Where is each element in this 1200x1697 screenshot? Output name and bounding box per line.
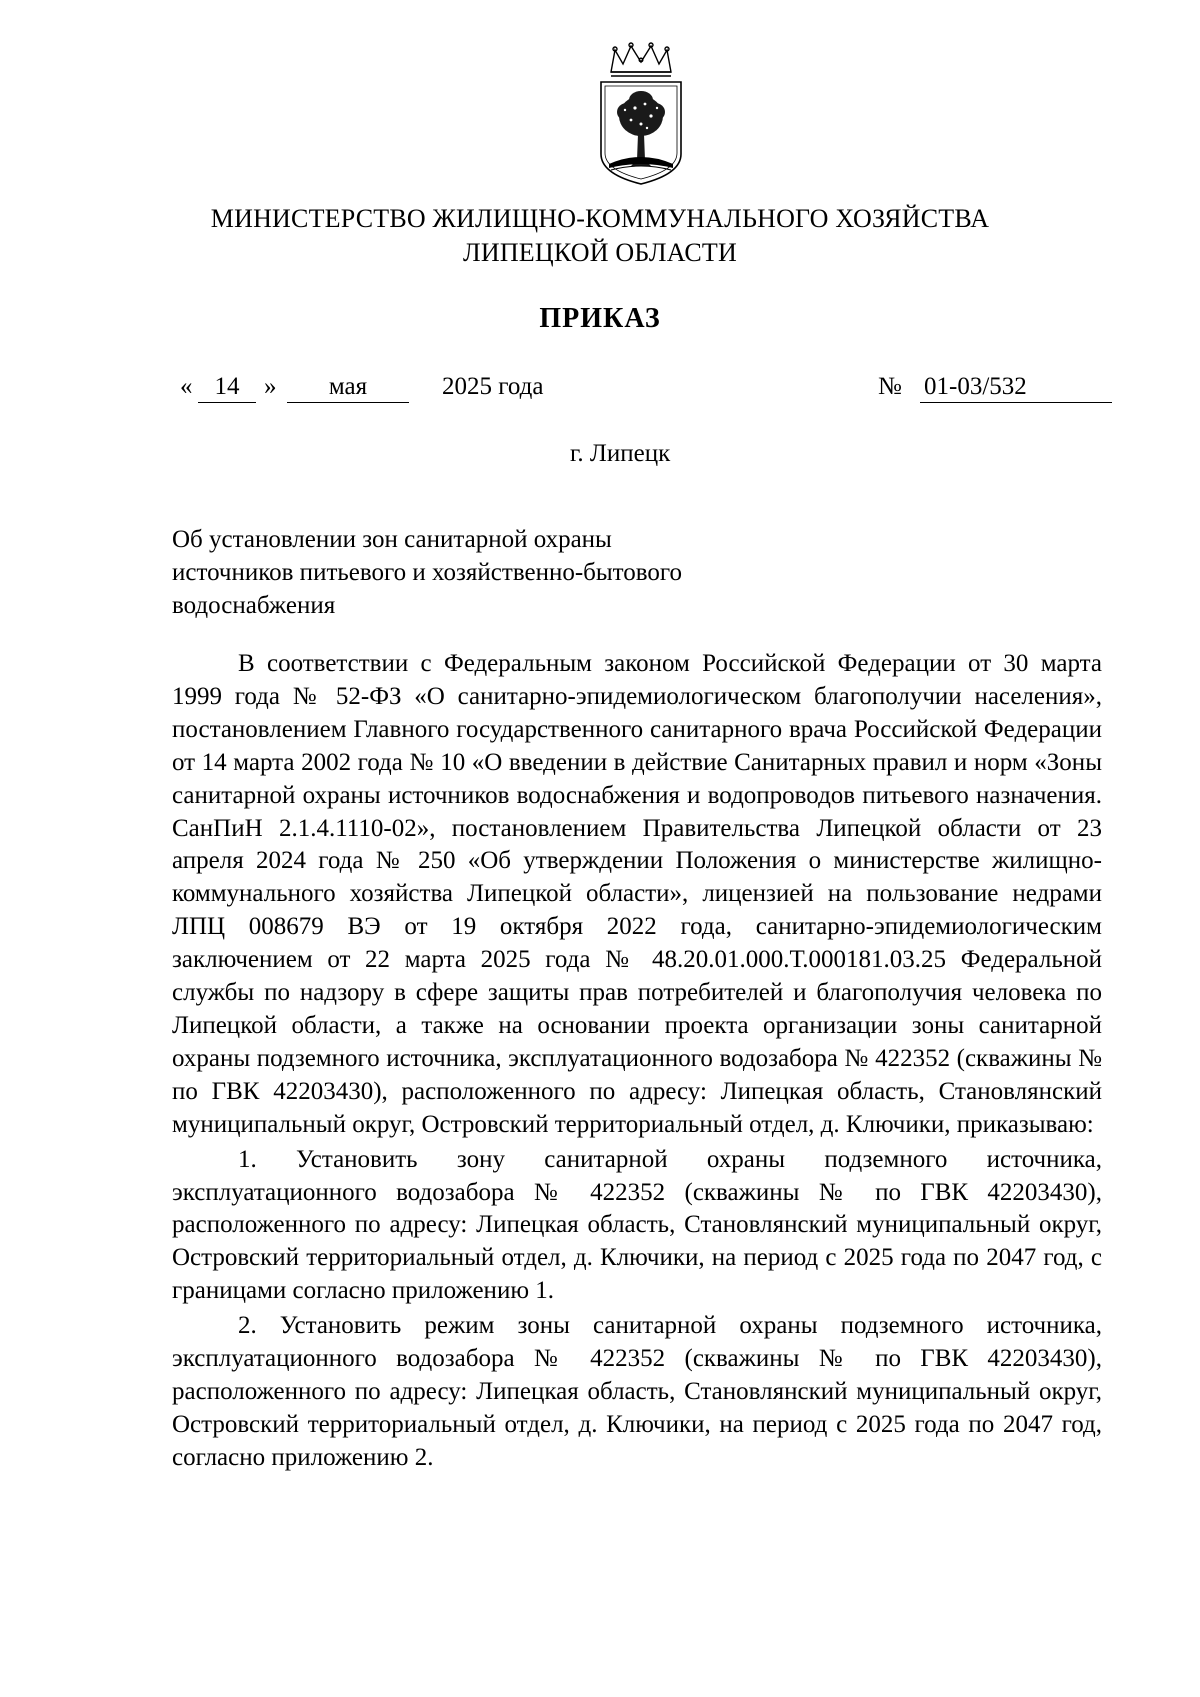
preamble-paragraph: В соответствии с Федеральным законом Российской Федерации от 30 марта 1999 года № 52-ФЗ «О санитарно-эпидемиологическом благополучии населения», постановлением Главного государственного санитарного врача Российской Федерации от 14 марта 2002 года № 10 «О введении в действие Санитарных правил и норм «Зоны санитарной охраны источников водоснабжения и водопроводов питьевого назначения. СанПиН 2.1.4.1110-02», постановлением Правительства Липецкой области от 23 апреля 2024 года № 250 «Об утверждении Положения о министерстве жилищно-коммунального хозяйства Липецкой области», лицензией на пользование недрами ЛПЦ 008679 ВЭ от 19 октября 2022 года, санитарно-эпидемиологическим заключением от 22 марта 2025 года № 48.20.01.000.Т.000181.03.25 Федеральной службы по надзору в сфере защиты прав потребителей и благополучия человека по Липецкой области, а также на основании проекта организации зоны санитарной охраны подземного источника, эксплуатационного водозабора № 422352 (скважины № по ГВК 42203430), расположенного по адресу: Липецкая область, Становлянский муниципальный округ, Островский территориальный отдел, д. Ключики, приказываю: [172,650,1102,1138]
order-item-1: 1. Установить зону санитарной охраны подземного источника, эксплуатационного водозабора № 422352 (скважины № по ГВК 42203430), расположенного по адресу: Липецкая область, Становлянский муниципальный округ, Островский территориальный отдел, д. Ключики, на период с 2025 года по 2047 год, с границами согласно приложению 1. [172,1145,1102,1305]
order-item-2: 2. Установить режим зоны санитарной охраны подземного источника, эксплуатационного водозабора № 422352 (скважины № по ГВК 42203430), расположенного по адресу: Липецкая область, Становлянский муниципальный округ, Островский территориальный отдел, д. Ключики, на период с 2025 года по 2047 год, согласно приложению 2. [172,1312,1102,1471]
city: г. Липецк [570,440,671,467]
document-body [172,648,1102,1475]
order-month: мая [287,372,409,403]
ministry-name [0,202,1200,270]
subject-line1: Об установлении зон санитарной охраны [172,526,612,553]
document-type-title: ПРИКАЗ [539,303,661,334]
document-subject [172,523,772,622]
quote-open: « [180,373,193,400]
date-number-row [180,372,1110,408]
ministry-name-line1: МИНИСТЕРСТВО ЖИЛИЩНО-КОММУНАЛЬНОГО ХОЗЯЙСТВА [210,204,990,233]
quote-close: » [264,373,277,400]
order-number: 01-03/532 [920,372,1112,403]
subject-line2: источников питьевого и хозяйственно-бытового [172,559,683,586]
subject-line3: водоснабжения [172,592,336,619]
order-year: 2025 года [442,373,544,400]
ministry-name-line2: ЛИПЕЦКОЙ ОБЛАСТИ [463,238,737,267]
lipetsk-region-coat-of-arms-icon [597,42,685,186]
order-day: 14 [198,372,256,403]
number-sign: № [878,373,902,400]
